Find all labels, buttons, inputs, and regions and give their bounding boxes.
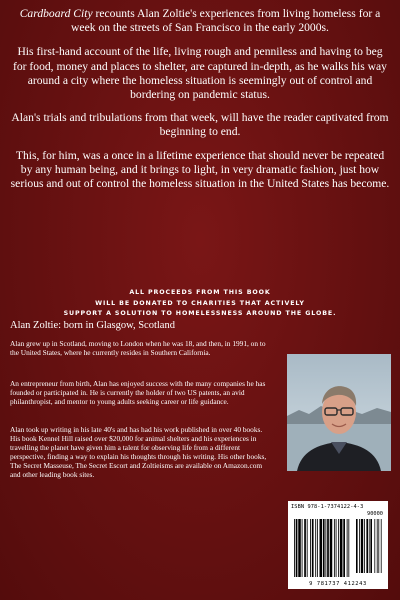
blurb-paragraph-3: Alan's trials and tribulations from that week, will have the reader captivated from beginning to end. xyxy=(11,111,389,139)
isbn-number: ISBN 978-1-7374122-4-3 xyxy=(291,504,364,510)
price-code: 90000 xyxy=(367,511,383,517)
barcode-digits: 9 781737 412243 xyxy=(309,581,367,587)
author-bio-paragraph-3: Alan took up writing in his late 40's and has had his work published in over 40 books. His book Kennel Hill raised over $20,000 for animal shelters and his experiences in travelling the planet have given him a talent for observing life from a different perspective, finding a way to explain his thoughts through his writing. His other books, The Secret Masseuse, The Secret Escort and Zoltieisms are available on Amazon.com and other leading book sites. xyxy=(10,425,267,480)
author-heading: Alan Zoltie: born in Glasgow, Scotland xyxy=(10,320,175,331)
blurb-paragraph-1: Cardboard City recounts Alan Zoltie's experiences from living homeless for a week on the streets of San Francisco in the early 2000s. xyxy=(19,7,381,35)
book-blurb xyxy=(10,7,390,200)
author-bio-paragraph-2: An entrepreneur from birth, Alan has enjoyed success with the many companies he has founded or participated in. He is currently the holder of two US patents, an avid philanthropist, and mentor to young adults seeking career or life guidance. xyxy=(10,379,266,407)
book-title: Cardboard City xyxy=(19,7,93,20)
blurb-paragraph-4: This, for him, was a once in a lifetime experience that should never be repeated by any human being, and it brings to light, in very dramatic fashion, just how serious and out of control the homeless situation in the United States has become. xyxy=(10,148,390,191)
author-bio-paragraph-1: Alan grew up in Scotland, moving to London when he was 18, and then, in 1991, on to the United States, where he currently resides in Southern California. xyxy=(10,339,266,358)
author-portrait-image xyxy=(287,354,391,471)
barcode-bars xyxy=(288,501,388,589)
blurb-paragraph-2: His first-hand account of the life, living rough and penniless and having to beg for food, money and places to shelter, are captured in-depth, as he walks his way around a city where the homeless situation is seemingly out of control and bordering on pandemic status. xyxy=(13,45,387,102)
author-photo xyxy=(287,354,391,471)
isbn-barcode xyxy=(288,501,388,589)
proceeds-notice: ALL PROCEEDS FROM THIS BOOK WILL BE DONATED TO CHARITIES THAT ACTIVELY SUPPORT A SOLUTION TO HOMELESSNESS AROUND THE GLOBE. xyxy=(63,289,337,318)
